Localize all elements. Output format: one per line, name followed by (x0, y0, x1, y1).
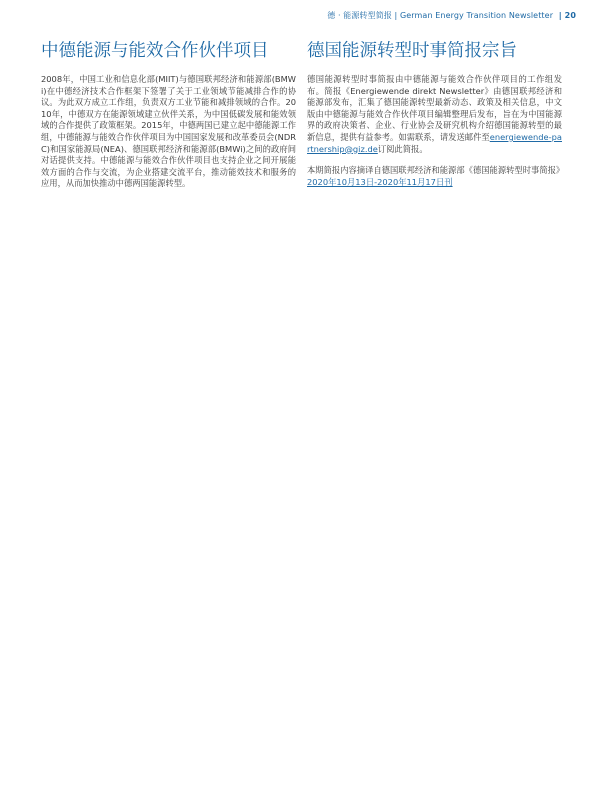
source-paragraph (307, 165, 565, 188)
right-column (307, 40, 565, 198)
newsletter-purpose-title: 德国能源转型时事简报宗旨 (307, 41, 517, 61)
header-text: 德 · 能源转型简报 | German Energy Transition Newsletter (327, 11, 554, 20)
purpose-text: 德国能源转型时事简报由中德能源与能效合作伙伴项目的工作组发布。简报《Energiewende direkt Newsletter》由德国联邦经济和能源部发布，汇集了德国能源转型最新动态、政策及相关信息，中文版由中德能源与能效合作伙伴项目编辑整理后发布，旨在为中国能源界的政府决策者、企业、行业协会及研究机构介绍德国能源转型的最新信息，提供有益参考。如需联系，请发送邮件至 (307, 74, 562, 142)
left-column (41, 40, 296, 200)
partnership-title: 中德能源与能效合作伙伴项目 (41, 41, 269, 61)
newsletter-purpose-paragraph (307, 74, 562, 155)
page-number: | 20 (558, 11, 576, 20)
partnership-paragraph: 2008年，中国工业和信息化部(MIIT)与德国联邦经济和能源部(BMWi)在中德经济技术合作框架下签署了关于工业领域节能减排合作的协议。为此双方成立工作组，负责双方工业节能和减排领域的合作。2010年，中德双方在能源领域建立伙伴关系，为中国低碳发展和能效领域的合作提供了政策框架。2015年，中德两国已建立起中德能源工作组，中德能源与能效合作伙伴项目为中国国家发展和改革委员会(NDRC)和国家能源局(NEA)、德国联邦经济和能源部(BMWi)之间的政府间对话提供支持。中德能源与能效合作伙伴项目也支持企业之间开展能效方面的合作与交流，为企业搭建交流平台，推动能效技术和服务的应用，从而加快推动中德两国能源转型。 (41, 74, 296, 189)
email-link[interactable]: energiewende-partnership@giz.de (307, 131, 562, 154)
issue-date-link[interactable]: 2020年10月13日-2020年11月17日刊 (307, 176, 453, 187)
source-text: 本期简报内容摘译自德国联邦经济和能源部《德国能源转型时事简报》 (307, 165, 565, 176)
page-header (327, 10, 576, 21)
purpose-text-end: 订阅此简报。 (377, 143, 428, 154)
